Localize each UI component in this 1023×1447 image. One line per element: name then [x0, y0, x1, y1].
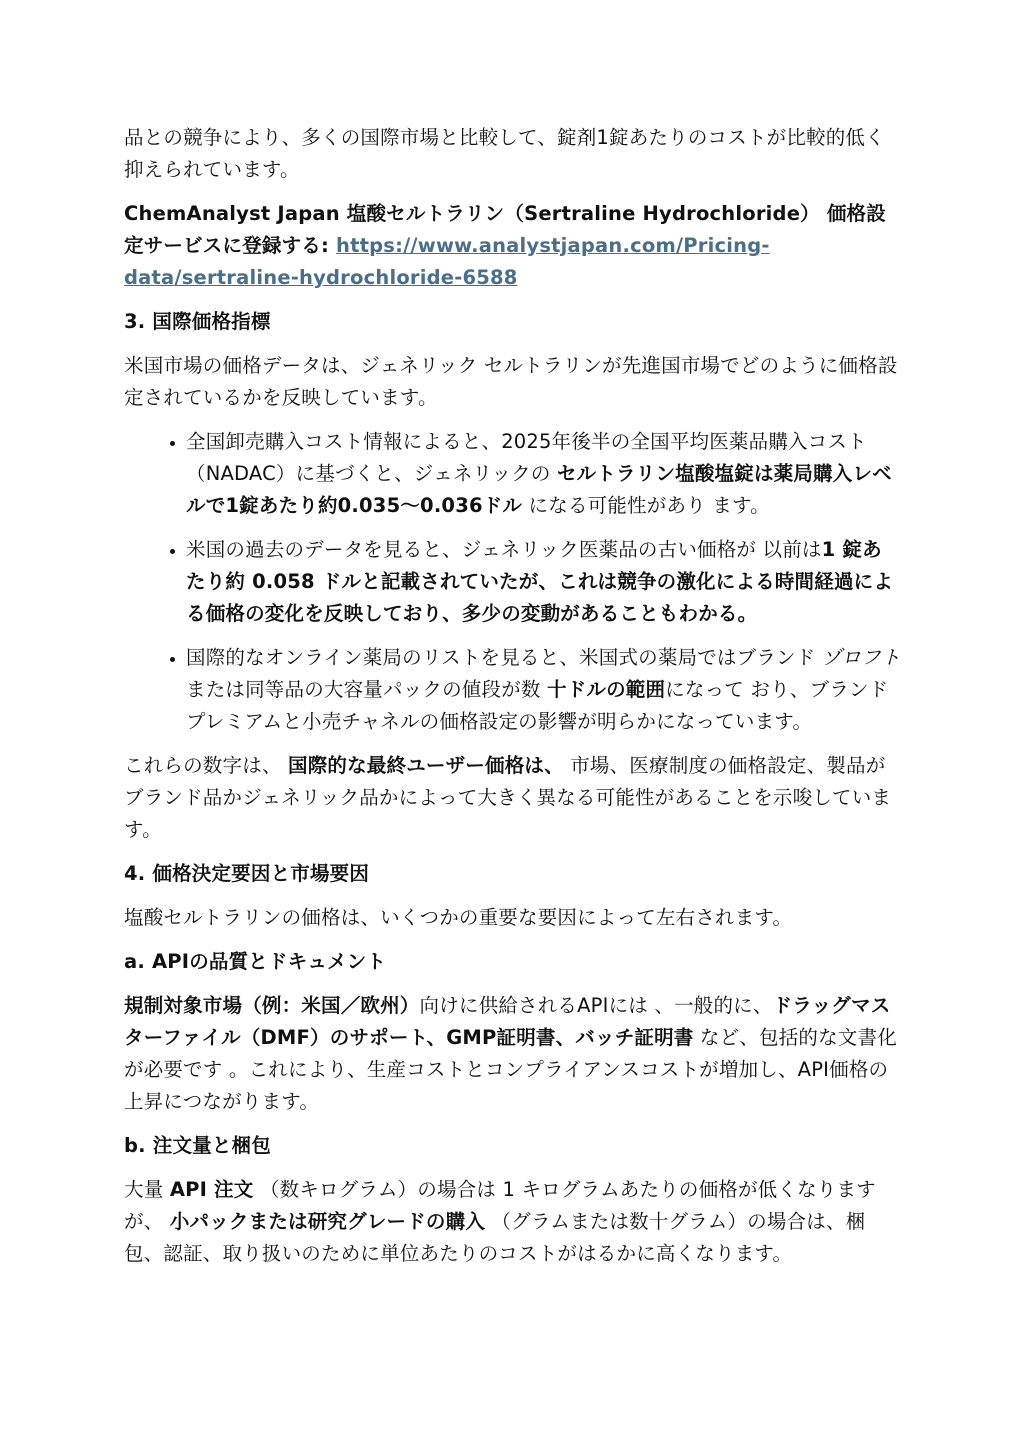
subsection-b-heading: b. 注文量と梱包 [124, 1134, 271, 1157]
bullet-text: になる可能性があり ます。 [522, 494, 770, 517]
subscribe-paragraph [124, 198, 901, 294]
factors-paragraph: 塩酸セルトラリンの価格は、いくつかの重要な要因によって左右されます。 [124, 906, 793, 929]
api-paragraph [124, 990, 901, 1118]
text-run: 向けに供給されるAPIには 、一般的に、 [419, 994, 773, 1017]
price-bullet-list [124, 426, 901, 738]
bullet-text: 国際的なオンライン薬局のリストを見ると、米国式の薬局ではブランド [186, 646, 822, 669]
subscribe-label: ChemAnalyst Japan 塩酸セルトラリン（Sertraline Hydrochloride） 価格設定サービスに登録する: [124, 202, 886, 257]
bold-run: 規制対象市場（例：米国／欧州） [124, 994, 420, 1017]
list-item [186, 642, 901, 738]
bold-run: 国際的な最終ユーザー価格は、 [288, 754, 564, 777]
bullet-text: になって おり、ブランドプレミアムと小売チャネルの価格設定の影響が明らかになっています。 [186, 678, 889, 733]
bold-run: API 注文 [169, 1178, 254, 1201]
section-4-heading: 4. 価格決定要因と市場要因 [124, 862, 370, 885]
text-run: など、包括的な文書化が必要です 。これにより、生産コストとコンプライアンスコストが増加し、API価格の上昇につながります。 [124, 1026, 897, 1113]
intro-paragraph: 品との競争により、多くの国際市場と比較して、錠剤1錠あたりのコストが比較的低く抑えられています。 [124, 126, 885, 181]
bullet-text: 全国卸売購入コスト情報によると、2025年後半の全国平均医薬品購入コスト（NADAC）に基づくと、ジェネリックの [186, 430, 867, 485]
volume-paragraph [124, 1174, 901, 1270]
bold-run: ドラッグマスターファイル（DMF）のサポート、GMP証明書、バッチ証明書 [124, 994, 891, 1049]
bullet-bold: 十ドルの範囲 [547, 678, 666, 701]
subsection-a-heading: a. APIの品質とドキュメント [124, 950, 387, 973]
bullet-text: または同等品の大容量パックの値段が数 [186, 678, 547, 701]
bullet-bold: 1 錠あたり約 0.058 ドルと記載されていたが、これは競争の激化による時間経過による価格の変化を反映しており、多少の変動があることもわかる。 [186, 538, 894, 625]
list-item [186, 426, 901, 522]
text-run: 大量 [124, 1178, 170, 1201]
text-run: これらの数字は、 [124, 754, 288, 777]
text-run: 市場、医療制度の価格設定、製品がブランド品かジェネリック品かによって大きく異なる可能性があることを示唆しています。 [124, 754, 892, 841]
numbers-paragraph [124, 750, 901, 846]
section-3-heading: 3. 国際価格指標 [124, 310, 271, 333]
list-item [186, 534, 901, 630]
bullet-text: 米国の過去のデータを見ると、ジェネリック医薬品の古い価格が 以前は [186, 538, 822, 561]
pricing-link[interactable]: https://www.analystjapan.com/Pricing-data/sertraline-hydrochloride-6588 [124, 234, 770, 289]
bullet-bold: セルトラリン塩酸塩錠は薬局購入レベルで1錠あたり約0.035～0.036ドル [186, 462, 892, 517]
bold-run: 小パックまたは研究グレードの購入 [169, 1210, 486, 1233]
bullet-italic: ゾロフト [821, 646, 901, 669]
text-run: （数キログラム）の場合は 1 キログラムあたりの価格が低くなりますが、 [124, 1178, 876, 1233]
text-run: （グラムまたは数十グラム）の場合は、梱包、認証、取り扱いのために単位あたりのコストがはるかに高くなります。 [124, 1210, 866, 1265]
us-market-paragraph: 米国市場の価格データは、ジェネリック セルトラリンが先進国市場でどのように価格設定されているかを反映しています。 [124, 354, 898, 409]
